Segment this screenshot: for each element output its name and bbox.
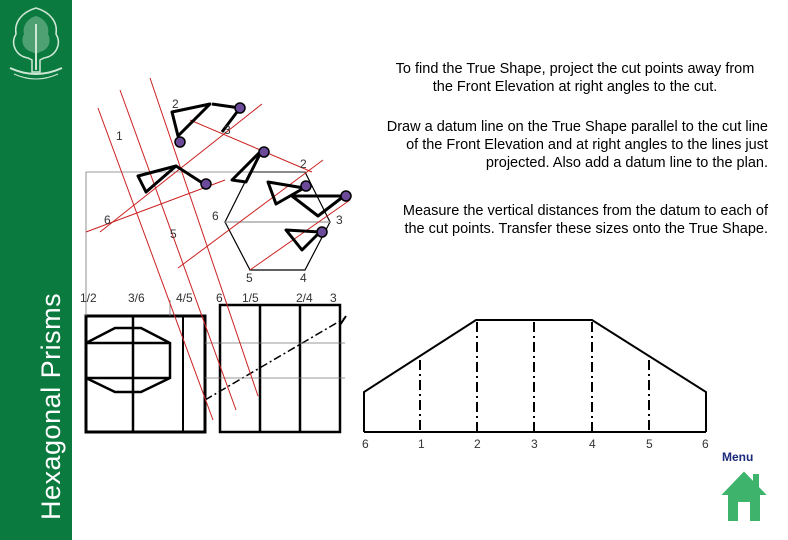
label-6-hex: 6: [212, 209, 219, 223]
label-true-4: 4: [589, 437, 596, 451]
label-2-mid: 2: [300, 157, 307, 171]
label-5-hex: 5: [170, 227, 177, 241]
label-true-3: 3: [531, 437, 538, 451]
sidebar-title: Hexagonal Prisms: [36, 292, 66, 520]
label-true-2: 2: [474, 437, 481, 451]
instruction-3: Measure the vertical distances from the datum to each of the cut points. Transfer these sizes onto the True Shape.: [402, 203, 768, 237]
label-3-plan: 3: [330, 291, 337, 305]
label-true-6b: 6: [702, 437, 709, 451]
label-true-1: 1: [418, 437, 425, 451]
label-4-5: 4/5: [176, 291, 193, 305]
end-elevation: [86, 316, 183, 432]
home-icon[interactable]: [717, 466, 771, 526]
label-3-6: 3/6: [128, 291, 145, 305]
label-true-5: 5: [646, 437, 653, 451]
label-5-hex-bottom: 5: [246, 271, 253, 285]
label-6-left: 6: [104, 213, 111, 227]
label-1-2: 1/2: [80, 291, 97, 305]
label-3-top: 3: [224, 123, 231, 137]
label-6-plan: 6: [216, 291, 223, 305]
label-3-hex: 3: [336, 213, 343, 227]
cut-line: [205, 318, 345, 400]
menu-label[interactable]: Menu: [722, 450, 754, 464]
instruction-2: Draw a datum line on the True Shape parallel to the cut line of the Front Elevation and at right angles to the lines just projected. Also add a datum line to the plan.: [386, 119, 768, 171]
label-1-top: 1: [116, 129, 123, 143]
instruction-1: To find the True Shape, project the cut points away from the Front Elevation at right angles to the cut.: [395, 61, 755, 95]
label-true-6a: 6: [362, 437, 369, 451]
label-2-top: 2: [172, 97, 179, 111]
label-1-5: 1/5: [242, 291, 259, 305]
plan-view: [220, 305, 340, 432]
label-4-hex: 4: [300, 271, 307, 285]
label-2-4: 2/4: [296, 291, 313, 305]
